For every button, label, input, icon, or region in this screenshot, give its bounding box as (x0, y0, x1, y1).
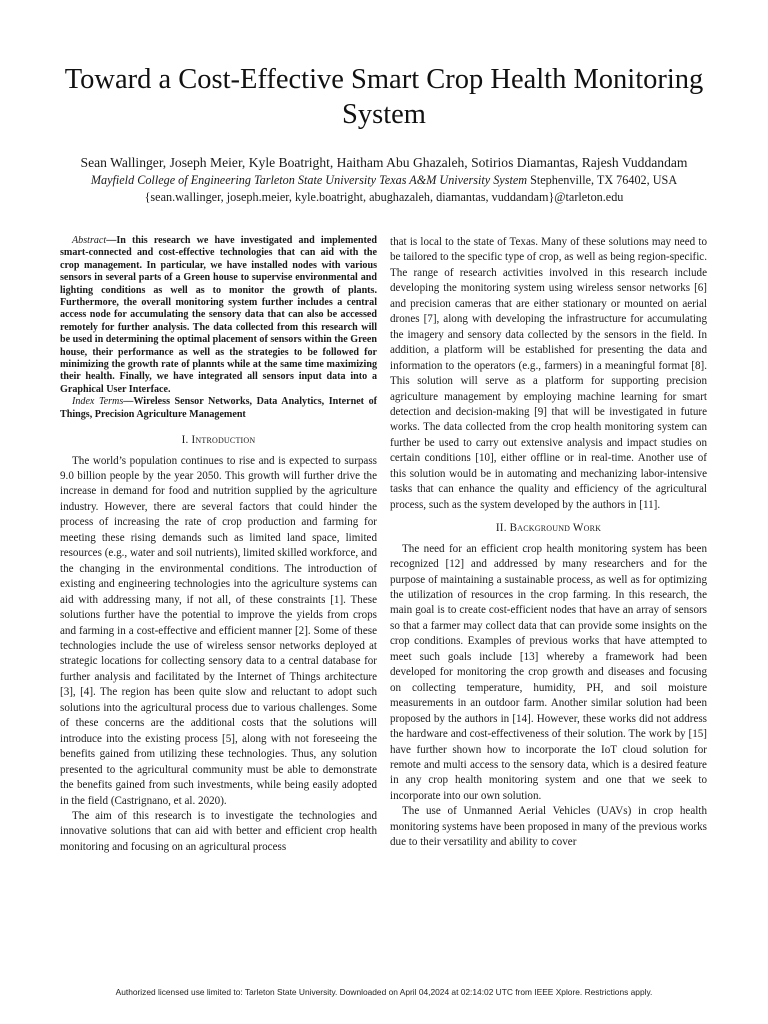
author-emails: {sean.wallinger, joseph.meier, kyle.boatright, abughazaleh, diamantas, vuddandam}@tarleton.edu (144, 190, 624, 204)
intro-paragraph-1: The world’s population continues to rise and is expected to surpass 9.0 billion people by the year 2050. This growth will further drive the increase in demand for food and nutrition supplied by the agriculture industry. However, there are several factors that could hinder the process of increasing the rate of crop production and farming for meeting these rising demands such as limited land space, limited resources (e.g., water and soil nutrients), limited skilled workforce, and the changing in the environmental conditions. The introduction of existing and engineering technologies into the agriculture systems can aid with addressing many, if not all, of these constraints [1]. These solutions further have the potential to improve the yields from crops and farming in a cost-effective and efficient manner [2]. Some of these technologies include the use of wireless sensor networks deployed at strategic locations for collecting sensory data to a central database for further analysis and facilitated by the Internet of Things architecture [3], [4]. The region has been quite slow and reluctant to adopt such solutions into the agricultural process due to various challenges. Some of these concerns are the additional costs that the solutions will introduce into the existing process [5], along with not foreseeing the benefits gained from utilizing these technologies. Thus, any solution presented to the agricultural community must be able to demonstrate the benefits gained from such investments, while being easily adopted in the field (Castrignano, et al. 2020). (60, 454, 377, 807)
intro-paragraph-2-continued: that is local to the state of Texas. Many of these solutions may need to be tailored to the specific type of crop, as well as being region-specific. The range of research activities involved in this research include developing the monitoring system using wireless sensor networks [6] and precision cameras that are either stationary or mounted on aerial drones [7], along with developing the infrastructure for accumulating the imagery and sensory data collected by the sensors in the field. In addition, a platform will be established for presenting the data and information to the operators (e.g., farmers) in a meaningful format [8]. This solution will serve as a platform for supporting precision agriculture management by employing machine learning for smart detection and decision-making [9] that will be investigated in future works. The data collected from the crop health monitoring system can further be used to carry out extensive analysis and impact studies on certain conditions [10], either offline or in real-time. Another use of this solution would be in automating and mechanizing labor-intensive tasks that can enhance the quality and efficiency of the agricultural process, such as the system developed by the authors in [11]. (390, 236, 707, 511)
affiliation-location: Stephenville, TX 76402, USA (527, 173, 678, 187)
background-paragraph-2: The use of Unmanned Aerial Vehicles (UAVs) in crop health monitoring systems have been proposed in many of the previous works due to their versatility and ability to cover (390, 805, 707, 849)
background-paragraph-1: The need for an efficient crop health monitoring system has been recognized [12] and addressed by many researchers and for the purpose of maintaining a sustainable process, as well as for optimizing the utilization of resources in the crop farming. In this research, the main goal is to create cost-efficient nodes that have an array of sensors so that a farmer may collect data that can provide some insights on the crop conditions. Examples of previous works that have attempted to meet such goals include [13] whereby a framework had been developed for monitoring the crop growth and diseases and focusing on collecting temperature, humidity, PH, and soil moisture measurements in an outdoor farm. Another similar solution had been proposed by the authors in [14]. However, these works did not address the hardware and cost-effectiveness of their solution. The work by [15] have further shown how to incorporate the IoT cloud solution for remote and multi access to the sensory data, which is a desired feature in any crop health monitoring system and one that we seek to incorporate into our own solution. (390, 542, 707, 802)
affiliation-institution: Mayfield College of Engineering Tarleton State University Texas A&M University System (90, 173, 528, 187)
index-terms-body: —Wireless Sensor Networks, Data Analytics, Internet of Things, Precision Agriculture Management (60, 396, 377, 420)
section-heading-background: II. Background Work (495, 522, 602, 535)
affiliation (30, 172, 738, 189)
abstract (60, 235, 377, 396)
abstract-lead: Abstract (72, 235, 107, 246)
abstract-body: —In this research we have investigated and implemented smart-connected and cost-effective technologies that can aid with the crop management. In particular, we have installed nodes with various sensors in several parts of a Green house to supervise environmental and lighting conditions as well as to monitor the growth of plants. Furthermore, the overall monitoring system further includes a central access node for accumulating the sensory data that can also be accessed remotely for further analysis. The data collected from this research will be used in determining the optimal placement of sensors within the Green house, their performance as well as the strategies to be followed for minimizing the growth rate of plannts while at the same time maximizing their health. Finally, we have integrated all sensors input data into a Graphical User Interface. (60, 235, 377, 395)
paper-title: Toward a Cost-Effective Smart Crop Health Monitoring System (64, 64, 704, 130)
intro-paragraph-2: The aim of this research is to investigate the technologies and innovative solutions that can aid with better and efficient crop health monitoring and focusing on an agricultural process (60, 809, 377, 853)
left-column (60, 235, 377, 855)
index-terms-lead: Index Terms (72, 396, 124, 408)
index-terms (60, 396, 377, 421)
section-heading-introduction: I. Introduction (181, 434, 256, 447)
license-footer: Authorized licensed use limited to: Tarleton State University. Downloaded on April 04,2024 at 02:14:02 UTC from IEEE Xplore. Restrictions apply. (115, 987, 653, 997)
author-list: Sean Wallinger, Joseph Meier, Kyle Boatright, Haitham Abu Ghazaleh, Sotirios Diamantas, Rajesh Vuddandam (80, 155, 688, 170)
right-column (390, 235, 707, 851)
